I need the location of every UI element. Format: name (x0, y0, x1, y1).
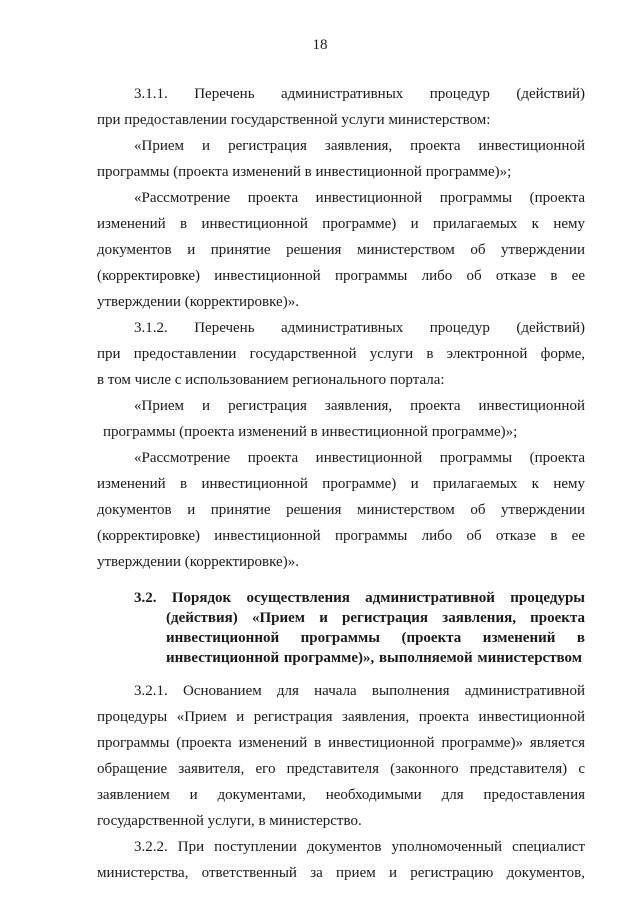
text-line: изменений в инвестиционной программе) и прилагаемых к нему (97, 216, 585, 232)
text-line: документов и принятие решения министерством об утверждении (97, 502, 585, 518)
text-line: в том числе с использованием регионального портала: (97, 372, 445, 388)
text-line: утверждении (корректировке)». (97, 294, 299, 310)
text-line: утверждении (корректировке)». (97, 554, 299, 570)
text-line: 3.2.2. При поступлении документов уполномоченный специалист (134, 839, 585, 855)
text-line: 3.1.2. Перечень административных процедур (действий) (134, 320, 585, 336)
text-line: при предоставлении государственной услуги в электронной форме, (97, 346, 585, 362)
text-line: программы (проекта изменений в инвестиционной программе)»; (97, 164, 512, 180)
text-line: (корректировке) инвестиционной программы либо об отказе в ее (97, 268, 585, 284)
text-line: 3.2.1. Основанием для начала выполнения административной (134, 683, 585, 699)
section-heading-line: инвестиционной программе)», выполняемой министерством (166, 650, 582, 666)
text-line: изменений в инвестиционной программе) и прилагаемых к нему (97, 476, 585, 492)
text-line: документов и принятие решения министерством об утверждении (97, 242, 585, 258)
text-line: «Рассмотрение проекта инвестиционной программы (проекта (134, 190, 585, 206)
section-heading-line: (действия) «Прием и регистрация заявления, проекта (166, 610, 585, 626)
text-line: «Прием и регистрация заявления, проекта инвестиционной (134, 398, 585, 414)
text-line: министерства, ответственный за прием и регистрацию документов, (97, 865, 585, 881)
page-number: 18 (312, 37, 328, 53)
text-line: заявлением и документами, необходимыми для предоставления (97, 787, 585, 803)
text-line: государственной услуги, в министерство. (97, 813, 362, 829)
text-line: программы (проекта изменений в инвестиционной программе)»; (103, 424, 518, 440)
section-heading-line: инвестиционной программы (проекта изменений в (166, 630, 585, 646)
text-line: «Прием и регистрация заявления, проекта инвестиционной (134, 138, 585, 154)
text-line: обращение заявителя, его представителя (законного представителя) с (97, 761, 585, 777)
text-line: программы (проекта изменений в инвестиционной программе)» является (97, 735, 585, 751)
text-line: процедуры «Прием и регистрация заявления, проекта инвестиционной (97, 709, 585, 725)
text-line: 3.1.1. Перечень административных процедур (действий) (134, 86, 585, 102)
text-line: «Рассмотрение проекта инвестиционной программы (проекта (134, 450, 585, 466)
section-heading-line: 3.2. Порядок осуществления административной процедуры (134, 590, 585, 606)
text-line: при предоставлении государственной услуги министерством: (97, 112, 491, 128)
text-line: (корректировке) инвестиционной программы либо об отказе в ее (97, 528, 585, 544)
